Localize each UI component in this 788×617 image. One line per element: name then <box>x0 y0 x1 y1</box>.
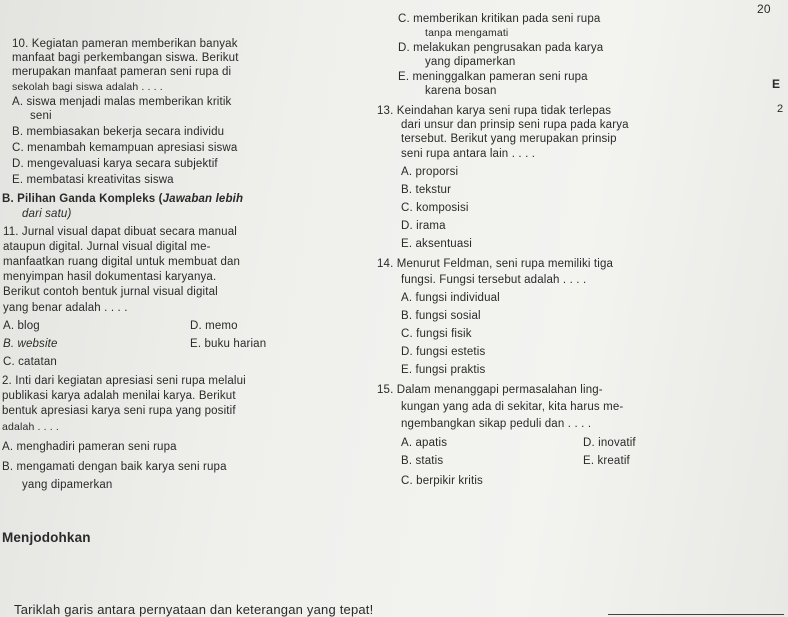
q10-stem-line-3: merupakan manfaat pameran seni rupa di <box>12 66 232 78</box>
q12-option-b-cont: yang dipamerkan <box>22 479 113 491</box>
q13-option-d[interactable]: D. irama <box>401 220 446 232</box>
q11-stem-line-6: yang benar adalah . . . . <box>3 302 128 314</box>
q11-stem-line-2: ataupun digital. Jurnal visual digital me- <box>3 241 211 253</box>
q13-option-c[interactable]: C. komposisi <box>401 202 469 214</box>
q10-option-a[interactable]: A. siswa menjadi malas memberikan kritik <box>12 96 232 108</box>
side-mark-letter: E <box>772 77 781 91</box>
section-b-title: B. Pilihan Ganda Kompleks ( <box>2 193 163 205</box>
section-c-heading: Menjodohkan <box>2 530 91 545</box>
q10-option-b[interactable]: B. membiasakan bekerja secara individu <box>12 126 225 138</box>
page-number: 20 <box>757 2 771 16</box>
q12-option-d-cont: yang dipamerkan <box>425 56 516 68</box>
q15-option-b[interactable]: B. statis <box>401 455 444 467</box>
q15-stem-line-3: ngembangkan sikap peduli dan . . . . <box>401 418 592 430</box>
q10-option-d[interactable]: D. mengevaluasi karya secara subjektif <box>12 158 218 170</box>
q12-stem-line-2: publikasi karya adalah menilai karya. Berikut <box>2 390 236 402</box>
q11-stem-line-1: 11. Jurnal visual dapat dibuat secara manual <box>3 226 237 238</box>
q15-stem-line-2: kungan yang ada di sekitar, kita harus me- <box>401 401 624 413</box>
q15-option-d[interactable]: D. inovatif <box>583 437 636 449</box>
q14-option-a[interactable]: A. fungsi individual <box>401 292 500 304</box>
q14-option-e[interactable]: E. fungsi praktis <box>401 364 486 376</box>
q13-option-e[interactable]: E. aksentuasi <box>401 238 472 250</box>
q14-option-d[interactable]: D. fungsi estetis <box>401 346 486 358</box>
q14-stem-line-1: 14. Menurut Feldman, seni rupa memiliki tiga <box>377 258 614 270</box>
q13-stem-line-3: tersebut. Berikut yang merupakan prinsip <box>401 133 617 145</box>
q15-option-c[interactable]: C. berpikir kritis <box>401 475 483 487</box>
q12-stem-line-4: adalah . . . . <box>2 421 59 433</box>
q12-stem-line-3: bentuk apresiasi karya seni rupa yang positif <box>2 405 236 417</box>
q12-option-c[interactable]: C. memberikan kritikan pada seni rupa <box>398 13 601 25</box>
q12-option-e-cont: karena bosan <box>425 85 497 97</box>
q11-option-b[interactable]: B. website <box>3 338 58 350</box>
q11-option-a[interactable]: A. blog <box>3 320 40 332</box>
q14-option-c[interactable]: C. fungsi fisik <box>401 328 472 340</box>
q14-option-b[interactable]: B. fungsi sosial <box>401 310 481 322</box>
q11-stem-line-4: menyimpan hasil dokumentasi karyanya. <box>3 271 217 283</box>
matching-instruction: Tariklah garis antara pernyataan dan keterangan yang tepat! <box>14 602 374 617</box>
q13-option-b[interactable]: B. tekstur <box>401 184 452 196</box>
q12-option-b[interactable]: B. mengamati dengan baik karya seni rupa <box>2 461 227 473</box>
q10-option-c[interactable]: C. menambah kemampuan apresiasi siswa <box>12 142 238 154</box>
section-b-heading <box>2 193 243 206</box>
q12-option-a[interactable]: A. menghadiri pameran seni rupa <box>2 441 177 453</box>
q12-stem-line-1: 2. Inti dari kegiatan apresiasi seni rupa melalui <box>2 375 246 387</box>
q14-stem-line-2: fungsi. Fungsi tersebut adalah . . . . <box>401 274 587 286</box>
q13-stem-line-1: 13. Keindahan karya seni rupa tidak terlepas <box>377 105 612 117</box>
side-mark-number: 2 <box>777 103 784 115</box>
q11-option-e[interactable]: E. buku harian <box>190 338 267 350</box>
q10-stem-line-1: 10. Kegiatan pameran memberikan banyak <box>12 38 238 50</box>
answer-line <box>608 614 784 615</box>
q10-stem-line-4: sekolah bagi siswa adalah . . . . <box>12 81 163 93</box>
section-b-subtitle: dari satu) <box>22 208 72 220</box>
q12-option-e[interactable]: E. meninggalkan pameran seni rupa <box>398 71 588 83</box>
q12-option-c-cont: tanpa mengamati <box>425 27 509 39</box>
q15-option-a[interactable]: A. apatis <box>401 437 448 449</box>
q10-option-a-cont: seni <box>30 110 52 122</box>
q10-option-e[interactable]: E. membatasi kreativitas siswa <box>12 174 174 186</box>
q15-option-e[interactable]: E. kreatif <box>583 455 630 467</box>
q13-stem-line-2: dari unsur dan prinsip seni rupa pada karya <box>401 119 629 131</box>
q12-option-d[interactable]: D. melakukan pengrusakan pada karya <box>398 42 604 54</box>
q11-option-d[interactable]: D. memo <box>190 320 238 332</box>
q11-stem-line-5: Berikut contoh bentuk jurnal visual digital <box>3 286 218 298</box>
q11-option-c[interactable]: C. catatan <box>3 356 57 368</box>
section-b-title-italic: Jawaban lebih <box>162 193 244 205</box>
q13-option-a[interactable]: A. proporsi <box>401 166 459 178</box>
q11-stem-line-3: manfaatkan ruang digital untuk membuat dan <box>3 256 241 268</box>
q13-stem-line-4: seni rupa antara lain . . . . <box>401 148 536 160</box>
q15-stem-line-1: 15. Dalam menanggapi permasalahan ling- <box>377 384 603 396</box>
q10-stem-line-2: manfaat bagi perkembangan siswa. Berikut <box>12 52 239 64</box>
